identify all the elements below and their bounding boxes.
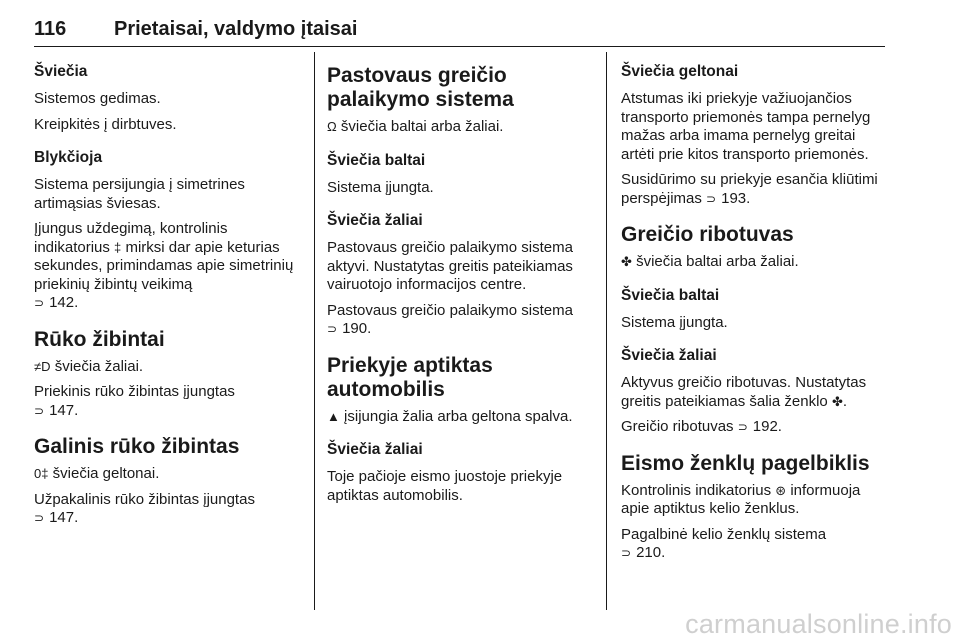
text-limiter-lit: ✤ šviečia baltai arba žaliai. bbox=[621, 253, 799, 270]
text-ignition-indicator: Įjungus uždegimą, kontrolinis indikatorius ‡ mirksi dar apie keturias sekundes, primindamas apie simetrinių priekinių žibintų veikimą ⊃ 142. bbox=[34, 220, 302, 313]
subheading-white: Šviečia baltai bbox=[327, 151, 426, 169]
text-system-on: Sistema įjungta. bbox=[327, 178, 434, 196]
header-rule bbox=[34, 46, 885, 47]
text-front-fog-on: Priekinis rūko žibintas įjungtas ⊃ 147. bbox=[34, 383, 302, 420]
heading-front-fog: Rūko žibintai bbox=[34, 327, 165, 351]
speed-limiter-icon: ✤ bbox=[621, 254, 632, 269]
page-reference-link[interactable]: ⊃ 193. bbox=[706, 190, 750, 207]
page-reference-link[interactable]: ⊃ 192. bbox=[738, 418, 782, 435]
subheading-yellow: Šviečia geltonai bbox=[621, 63, 739, 80]
subheading-green: Šviečia žaliai bbox=[621, 347, 717, 364]
subheading-blykcioja: Blykčioja bbox=[34, 149, 103, 166]
subheading-green: Šviečia žaliai bbox=[327, 441, 423, 458]
heading-speed-limiter: Greičio ribotuvas bbox=[621, 223, 794, 246]
vehicle-ahead-icon: ▲ bbox=[327, 408, 340, 424]
column-divider-1 bbox=[314, 52, 315, 610]
heading-traffic-sign-assist: Eismo ženklų pagelbiklis bbox=[621, 451, 870, 475]
subheading-green: Šviečia žaliai bbox=[327, 212, 423, 229]
text-rear-fog-lit: 0‡ šviečia geltonai. bbox=[34, 465, 160, 482]
front-fog-light-icon: ≠D bbox=[34, 358, 51, 374]
heading-rear-fog: Galinis rūko žibintas bbox=[34, 435, 240, 458]
text-system-on: Sistema įjungta. bbox=[621, 313, 728, 331]
column-1 bbox=[34, 62, 302, 535]
text-cruise-active: Pastovaus greičio palaikymo sistema aktyvi. Nustatytas greitis pateikiamas vairuotojo informacijos centre. bbox=[327, 239, 573, 293]
page-header bbox=[34, 18, 357, 41]
text-limiter-active: Aktyvus greičio ribotuvas. Nustatytas greitis pateikiamas šalia ženklo ✤. bbox=[621, 374, 867, 410]
heading-cruise-control: Pastovaus greičio palaikymo sistema bbox=[327, 64, 514, 111]
text-limiter-ref: Greičio ribotuvas ⊃ 192. bbox=[621, 418, 889, 437]
text-cruise-ref: Pastovaus greičio palaikymo sistema ⊃ 190. bbox=[327, 302, 591, 339]
text-rear-fog-on: Užpakalinis rūko žibintas įjungtas ⊃ 147. bbox=[34, 491, 302, 528]
text-contact-workshop: Kreipkitės į dirbtuves. bbox=[34, 115, 177, 133]
text-vehicle-detected: Toje pačioje eismo juostoje priekyje aptiktas automobilis. bbox=[327, 468, 563, 504]
hazard-beam-icon: ‡ bbox=[114, 239, 122, 255]
text-sign-ref: Pagalbinė kelio ženklų sistema ⊃ 210. bbox=[621, 526, 889, 563]
column-divider-2 bbox=[606, 52, 607, 610]
heading-vehicle-ahead: Priekyje aptiktas automobilis bbox=[327, 353, 493, 401]
text-system-fault: Sistemos gedimas. bbox=[34, 90, 161, 107]
text-cruise-lit: Ω šviečia baltai arba žaliai. bbox=[327, 118, 504, 135]
text-front-fog-lit: ≠D šviečia žaliai. bbox=[34, 357, 144, 375]
cruise-control-icon: Ω bbox=[327, 119, 337, 134]
page-title: Prietaisai, valdymo įtaisai bbox=[114, 18, 358, 40]
page-reference-link[interactable]: ⊃ 147. bbox=[34, 402, 78, 419]
subheading-sviecia: Šviečia bbox=[34, 63, 88, 80]
text-symmetric-beam: Sistema persijungia į simetrines artimąsias šviesas. bbox=[34, 176, 245, 212]
speed-limiter-icon: ✤ bbox=[831, 393, 843, 409]
watermark: carmanualsonline.info bbox=[685, 609, 952, 639]
page-reference-link[interactable]: ⊃ 190. bbox=[327, 320, 371, 337]
text-vehicle-lit: ▲ įsijungia žalia arba geltona spalva. bbox=[327, 407, 573, 425]
text-collision-warning: Susidūrimo su priekyje esančia kliūtimi perspėjimas ⊃ 193. bbox=[621, 171, 889, 208]
page-reference-link[interactable]: ⊃ 210. bbox=[621, 544, 665, 561]
traffic-sign-icon: ⊛ bbox=[775, 482, 787, 498]
page-reference-link[interactable]: ⊃ 142. bbox=[34, 294, 78, 311]
page-reference-link[interactable]: ⊃ 147. bbox=[34, 509, 78, 526]
rear-fog-light-icon: 0‡ bbox=[34, 466, 49, 481]
text-distance-warning: Atstumas iki priekyje važiuojančios transporto priemonės tampa pernelyg mažas arba imama pernelyg greitai artėti prie kitos transporto priemonės. bbox=[621, 90, 871, 163]
column-2 bbox=[327, 62, 591, 512]
column-3 bbox=[621, 62, 889, 570]
text-sign-indicator: Kontrolinis indikatorius ⊛ informuoja apie aptiktus kelio ženklus. bbox=[621, 481, 861, 517]
subheading-white: Šviečia baltai bbox=[621, 286, 720, 304]
page-number: 116 bbox=[34, 18, 67, 40]
